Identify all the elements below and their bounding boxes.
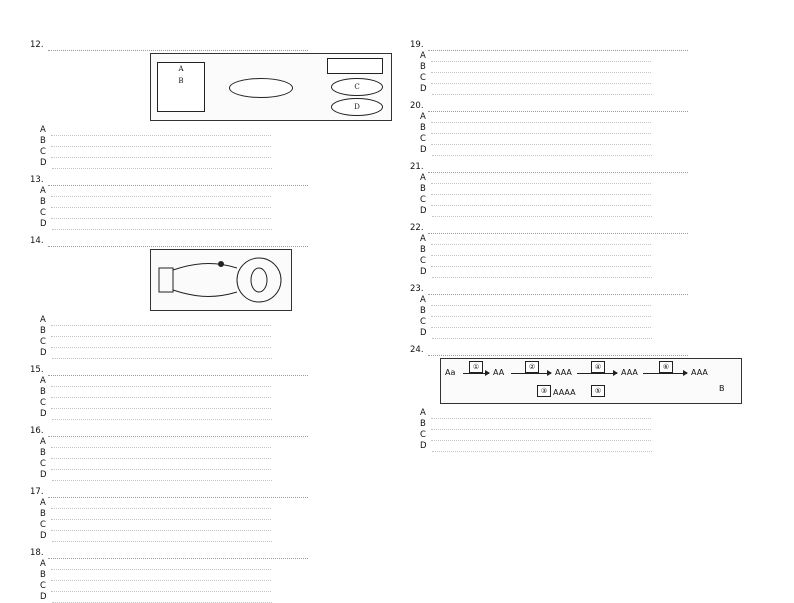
option-letter: A	[40, 125, 46, 135]
option-text	[51, 510, 271, 520]
breeding-flow-diagram	[440, 358, 742, 404]
question-14	[30, 236, 402, 359]
option-b	[30, 136, 402, 147]
question-stem	[410, 223, 782, 234]
question-number: 18.	[30, 548, 44, 558]
question-text	[48, 176, 308, 186]
question-text	[48, 427, 308, 437]
option-d	[410, 84, 782, 95]
reflex-arc-drawing	[151, 250, 291, 310]
option-c	[410, 430, 782, 441]
option-letter: A	[40, 498, 46, 508]
option-letter: A	[420, 173, 426, 183]
option-a	[410, 173, 782, 184]
option-text	[52, 159, 272, 169]
flow-step-2: ②	[525, 361, 539, 373]
option-text	[431, 307, 651, 317]
option-letter: A	[40, 315, 46, 325]
flow-arrow	[511, 373, 551, 374]
option-b	[30, 509, 402, 520]
question-stem	[30, 40, 402, 51]
question-stem	[410, 284, 782, 295]
option-text	[431, 74, 651, 84]
flow-step-4: ④	[591, 361, 605, 373]
option-letter: D	[420, 145, 427, 155]
option-text	[432, 85, 652, 95]
option-a	[410, 295, 782, 306]
flow-step-5: ⑤	[591, 385, 605, 397]
question-number: 24.	[410, 345, 424, 355]
option-c	[30, 459, 402, 470]
option-text	[431, 296, 651, 306]
option-text	[431, 185, 651, 195]
option-letter: A	[420, 112, 426, 122]
option-text	[51, 198, 271, 208]
option-a	[30, 437, 402, 448]
option-text	[431, 431, 651, 441]
option-letter: B	[40, 326, 46, 336]
option-a	[410, 234, 782, 245]
option-c	[30, 520, 402, 531]
option-text	[431, 63, 651, 73]
option-letter: A	[420, 51, 426, 61]
question-18	[30, 548, 402, 603]
flow-arrow	[643, 373, 687, 374]
option-c	[30, 398, 402, 409]
option-a	[30, 498, 402, 509]
right-column	[410, 40, 782, 546]
diagram-oval-c: C	[331, 78, 383, 96]
option-text	[51, 126, 271, 136]
option-a	[410, 408, 782, 419]
option-letter: D	[40, 219, 47, 229]
question-text	[428, 41, 688, 51]
question-stem	[410, 101, 782, 112]
option-letter: C	[40, 398, 46, 408]
option-text	[51, 399, 271, 409]
option-letter: B	[420, 62, 426, 72]
question-13	[30, 175, 402, 230]
flow-node-AA: AA	[493, 368, 505, 377]
option-letter: D	[40, 348, 47, 358]
flow-step-3: ③	[537, 385, 551, 397]
option-text	[432, 442, 652, 452]
option-letter: C	[40, 337, 46, 347]
question-number: 21.	[410, 162, 424, 172]
option-b	[410, 123, 782, 134]
question-stem	[30, 426, 402, 437]
option-letter: B	[420, 245, 426, 255]
question-stem	[30, 548, 402, 559]
option-c	[410, 73, 782, 84]
question-stem	[410, 162, 782, 173]
option-text	[52, 593, 272, 603]
option-letter: D	[40, 158, 47, 168]
flow-gene-name: B	[719, 384, 725, 393]
question-number: 17.	[30, 487, 44, 497]
option-text	[431, 257, 651, 267]
option-text	[51, 521, 271, 531]
option-text	[51, 327, 271, 337]
question-text	[48, 237, 308, 247]
option-a	[30, 315, 402, 326]
question-stem	[410, 40, 782, 51]
option-letter: C	[420, 256, 426, 266]
option-letter: D	[40, 409, 47, 419]
option-text	[431, 246, 651, 256]
option-letter: D	[420, 84, 427, 94]
option-text	[51, 438, 271, 448]
option-letter: D	[40, 470, 47, 480]
option-text	[51, 582, 271, 592]
question-number: 15.	[30, 365, 44, 375]
option-letter: C	[420, 134, 426, 144]
option-b	[410, 184, 782, 195]
question-text	[428, 285, 688, 295]
question-text	[48, 549, 308, 559]
option-letter: C	[40, 147, 46, 157]
option-a	[30, 125, 402, 136]
left-column	[30, 40, 402, 602]
question-23	[410, 284, 782, 339]
option-text	[431, 124, 651, 134]
regulation-diagram	[150, 53, 392, 121]
option-c	[410, 195, 782, 206]
flow-step-6: ⑥	[659, 361, 673, 373]
question-number: 16.	[30, 426, 44, 436]
question-number: 13.	[30, 175, 44, 185]
option-text	[431, 135, 651, 145]
flow-arrow	[463, 373, 489, 374]
diagram-label-b: B	[178, 77, 184, 85]
option-text	[431, 174, 651, 184]
option-c	[410, 134, 782, 145]
question-19	[410, 40, 782, 95]
question-stem	[410, 345, 782, 356]
option-text	[431, 196, 651, 206]
option-d	[30, 592, 402, 603]
option-letter: A	[40, 376, 46, 386]
option-b	[30, 326, 402, 337]
option-text	[51, 499, 271, 509]
option-c	[410, 256, 782, 267]
option-letter: B	[420, 419, 426, 429]
diagram-right-top-box	[327, 58, 383, 74]
question-stem	[30, 487, 402, 498]
question-17	[30, 487, 402, 542]
option-letter: B	[40, 448, 46, 458]
option-c	[410, 317, 782, 328]
option-letter: A	[40, 186, 46, 196]
flow-node-AAA-2: AAA	[621, 368, 638, 377]
option-letter: C	[420, 430, 426, 440]
flow-node-AAA-3: AAA	[691, 368, 708, 377]
question-text	[48, 366, 308, 376]
option-letter: A	[40, 559, 46, 569]
question-number: 20.	[410, 101, 424, 111]
option-b	[410, 419, 782, 430]
flow-node-aa: Aa	[445, 368, 456, 377]
option-letter: D	[40, 531, 47, 541]
option-text	[51, 388, 271, 398]
option-text	[431, 52, 651, 62]
question-number: 22.	[410, 223, 424, 233]
diagram-left-box	[157, 62, 205, 112]
option-letter: D	[420, 441, 427, 451]
diagram-center-oval	[229, 78, 293, 98]
option-text	[432, 207, 652, 217]
option-b	[410, 306, 782, 317]
option-text	[51, 460, 271, 470]
option-text	[52, 349, 272, 359]
option-letter: D	[420, 267, 427, 277]
diagram-oval-d: D	[331, 98, 383, 116]
option-letter: B	[40, 197, 46, 207]
question-text	[428, 224, 688, 234]
question-12	[30, 40, 402, 169]
option-a	[30, 186, 402, 197]
option-letter: C	[40, 459, 46, 469]
option-letter: A	[420, 234, 426, 244]
question-number: 19.	[410, 40, 424, 50]
option-d	[410, 328, 782, 339]
option-d	[30, 531, 402, 542]
option-b	[410, 245, 782, 256]
option-letter: C	[40, 581, 46, 591]
question-text	[48, 488, 308, 498]
option-letter: A	[420, 408, 426, 418]
option-d	[410, 267, 782, 278]
option-letter: B	[40, 387, 46, 397]
option-letter: C	[420, 195, 426, 205]
option-letter: D	[40, 592, 47, 602]
flow-node-AAAA: AAAA	[553, 388, 576, 397]
option-d	[30, 409, 402, 420]
option-text	[51, 148, 271, 158]
option-letter: A	[420, 295, 426, 305]
option-text	[431, 318, 651, 328]
option-a	[410, 51, 782, 62]
option-text	[52, 410, 272, 420]
option-letter: B	[40, 570, 46, 580]
question-number: 12.	[30, 40, 44, 50]
question-24	[410, 345, 782, 452]
option-c	[30, 208, 402, 219]
option-text	[431, 113, 651, 123]
question-16	[30, 426, 402, 481]
option-text	[432, 268, 652, 278]
flow-arrow	[577, 373, 617, 374]
option-letter: B	[420, 123, 426, 133]
option-b	[30, 197, 402, 208]
option-text	[52, 220, 272, 230]
option-letter: B	[40, 136, 46, 146]
option-a	[30, 559, 402, 570]
option-letter: A	[40, 437, 46, 447]
option-letter: C	[420, 317, 426, 327]
question-number: 14.	[30, 236, 44, 246]
option-d	[410, 441, 782, 452]
option-d	[30, 158, 402, 169]
option-text	[52, 532, 272, 542]
question-text	[48, 41, 308, 51]
option-d	[410, 206, 782, 217]
option-text	[431, 235, 651, 245]
option-d	[410, 145, 782, 156]
option-d	[30, 219, 402, 230]
option-text	[51, 137, 271, 147]
question-text	[428, 163, 688, 173]
question-text	[428, 346, 688, 356]
question-15	[30, 365, 402, 420]
option-text	[51, 316, 271, 326]
option-text	[432, 146, 652, 156]
option-text	[431, 409, 651, 419]
option-b	[30, 570, 402, 581]
question-21	[410, 162, 782, 217]
option-c	[30, 581, 402, 592]
option-d	[30, 470, 402, 481]
option-c	[30, 147, 402, 158]
option-b	[410, 62, 782, 73]
option-text	[51, 209, 271, 219]
option-letter: D	[420, 206, 427, 216]
option-letter: D	[420, 328, 427, 338]
reflex-arc-figure	[150, 249, 292, 311]
question-stem	[30, 236, 402, 247]
option-b	[30, 448, 402, 459]
option-text	[52, 471, 272, 481]
question-22	[410, 223, 782, 278]
diagram-label-a: A	[178, 65, 184, 73]
option-letter: B	[420, 184, 426, 194]
option-letter: C	[40, 520, 46, 530]
question-number: 23.	[410, 284, 424, 294]
option-text	[431, 420, 651, 430]
option-c	[30, 337, 402, 348]
option-d	[30, 348, 402, 359]
option-text	[51, 449, 271, 459]
question-stem	[30, 175, 402, 186]
question-20	[410, 101, 782, 156]
option-letter: C	[40, 208, 46, 218]
option-letter: C	[420, 73, 426, 83]
question-text	[428, 102, 688, 112]
option-text	[432, 329, 652, 339]
flow-node-AAA: AAA	[555, 368, 572, 377]
option-a	[410, 112, 782, 123]
question-stem	[30, 365, 402, 376]
option-b	[30, 387, 402, 398]
option-text	[51, 560, 271, 570]
option-a	[30, 376, 402, 387]
flow-step-1: ①	[469, 361, 483, 373]
option-letter: B	[40, 509, 46, 519]
option-letter: B	[420, 306, 426, 316]
option-text	[51, 571, 271, 581]
option-text	[51, 338, 271, 348]
option-text	[51, 187, 271, 197]
option-text	[51, 377, 271, 387]
